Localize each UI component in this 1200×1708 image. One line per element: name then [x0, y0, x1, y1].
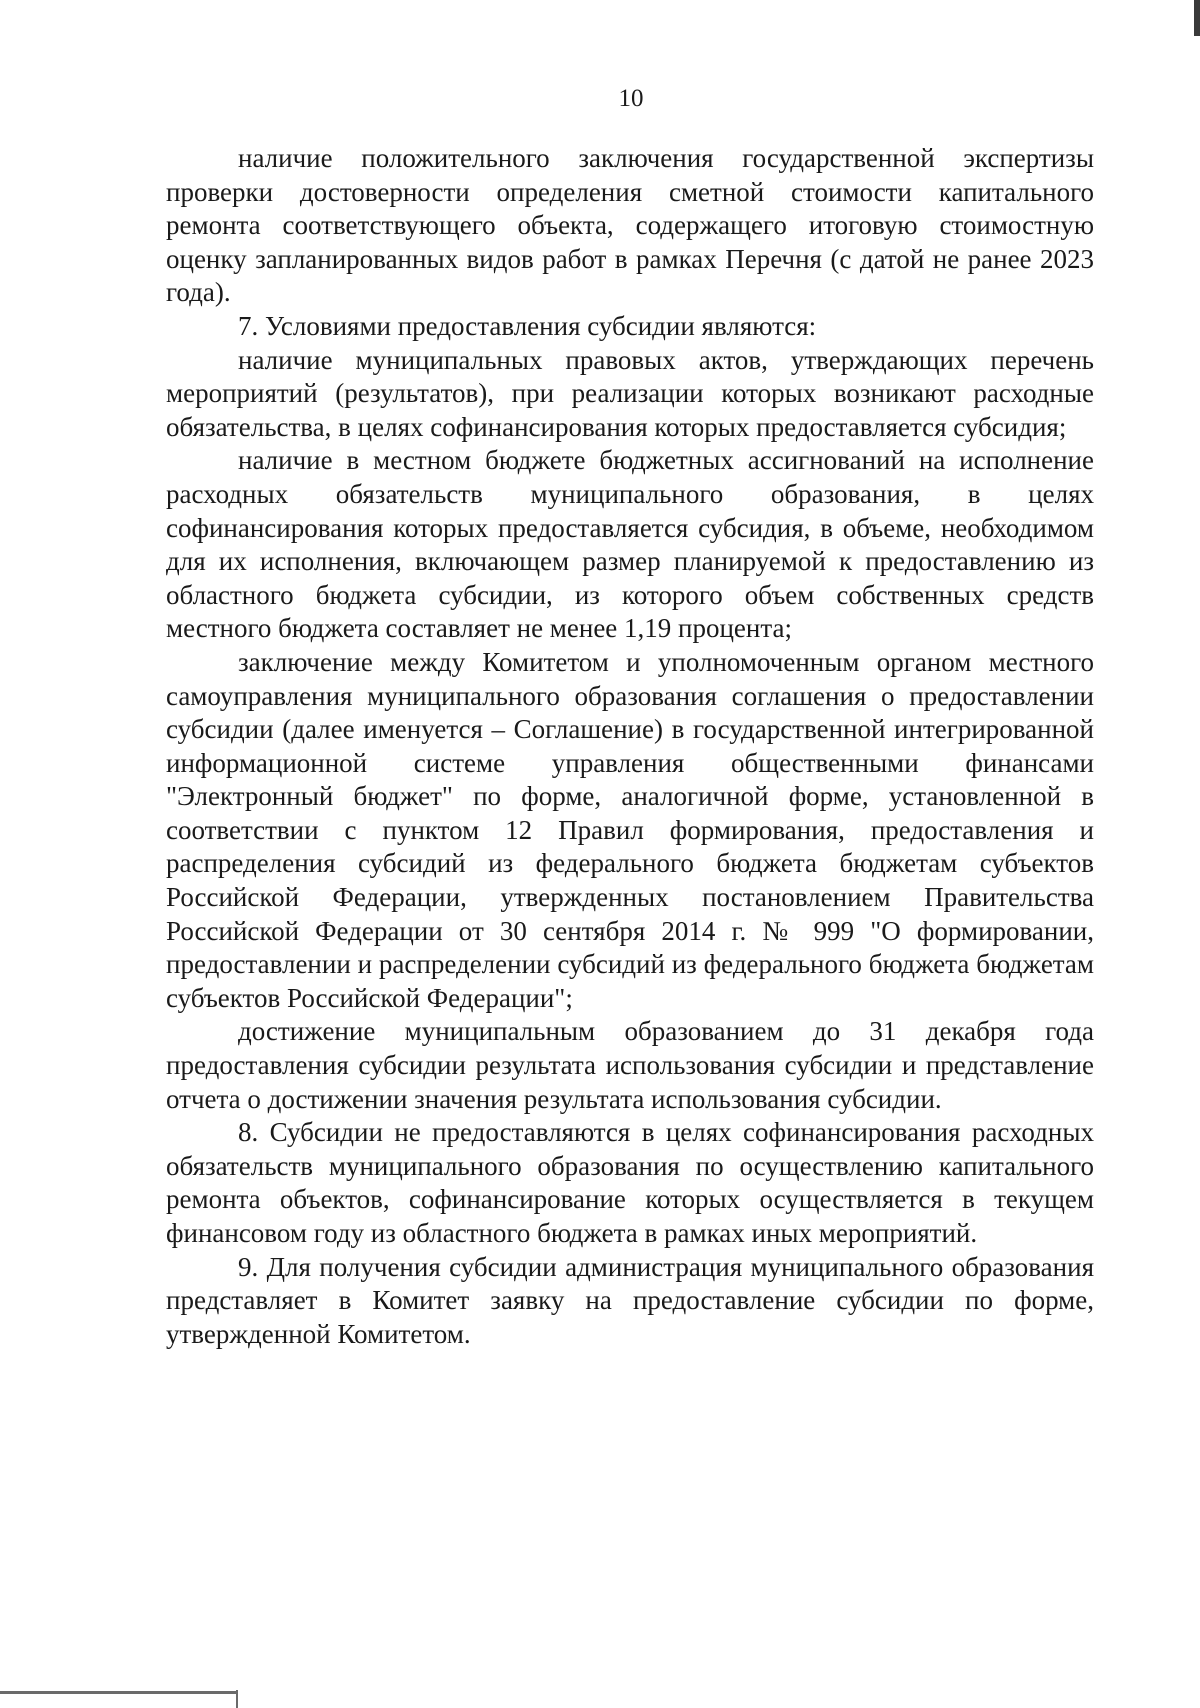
paragraph-result-achievement: достижение муниципальным образованием до 31 декабря года предоставления субсидии результата использования субсидии и представление отчета о достижении значения результата использования субсидии.	[166, 1016, 1094, 1114]
paragraph-expertise-condition: наличие положительного заключения государственной экспертизы проверки достоверности определения сметной стоимости капитального ремонта соответствующего объекта, содержащего итоговую стоимостную оценку запланированных видов работ в рамках Перечня (с датой не ранее 2023 года).	[166, 143, 1094, 308]
document-body	[166, 142, 1094, 1351]
scan-edge-line	[0, 1691, 236, 1694]
paragraph-budget-allocations: наличие в местном бюджете бюджетных ассигнований на исполнение расходных обязательств муниципального образования, в целях софинансирования которых предоставляется субсидия, в объеме, необходимом для их исполнения, включающем размер планируемой к предоставлению из областного бюджета субсидии, из которого объем собственных средств местного бюджета составляет не менее 1,19 процента;	[166, 445, 1094, 644]
page-number: 10	[618, 85, 644, 112]
scan-edge-line-tick	[236, 1690, 238, 1708]
paragraph-municipal-acts: наличие муниципальных правовых актов, утверждающих перечень мероприятий (результатов), при реализации которых возникают расходные обязательства, в целях софинансирования которых предоставляется субсидия;	[166, 344, 1094, 442]
scan-edge-mark	[1194, 0, 1200, 36]
paragraph-agreement: заключение между Комитетом и уполномоченным органом местного самоуправления муниципального образования соглашения о предоставлении субсидии (далее именуется – Соглашение) в государственной интегрированной информационной системе управления общественными финансами "Электронный бюджет" по форме, аналогичной форме, установленной в соответствии с пунктом 12 Правил формирования, предоставления и распределения субсидий из федерального бюджета бюджетам субъектов Российской Федерации, утвержденных постановлением Правительства Российской Федерации от 30 сентября 2014 г. № 999 "О формировании, предоставлении и распределении субсидий из федерального бюджета бюджетам субъектов Российской Федерации";	[166, 646, 1094, 1013]
paragraph-section-8: 8. Субсидии не предоставляются в целях софинансирования расходных обязательств муниципального образования по осуществлению капитального ремонта объектов, софинансирование которых осуществляется в текущем финансовом году из областного бюджета в рамках иных мероприятий.	[166, 1117, 1094, 1248]
paragraph-section-7-heading: 7. Условиями предоставления субсидии являются:	[238, 310, 817, 341]
paragraph-section-9: 9. Для получения субсидии администрация муниципального образования представляет в Комитет заявку на предоставление субсидии по форме, утвержденной Комитетом.	[166, 1251, 1094, 1349]
